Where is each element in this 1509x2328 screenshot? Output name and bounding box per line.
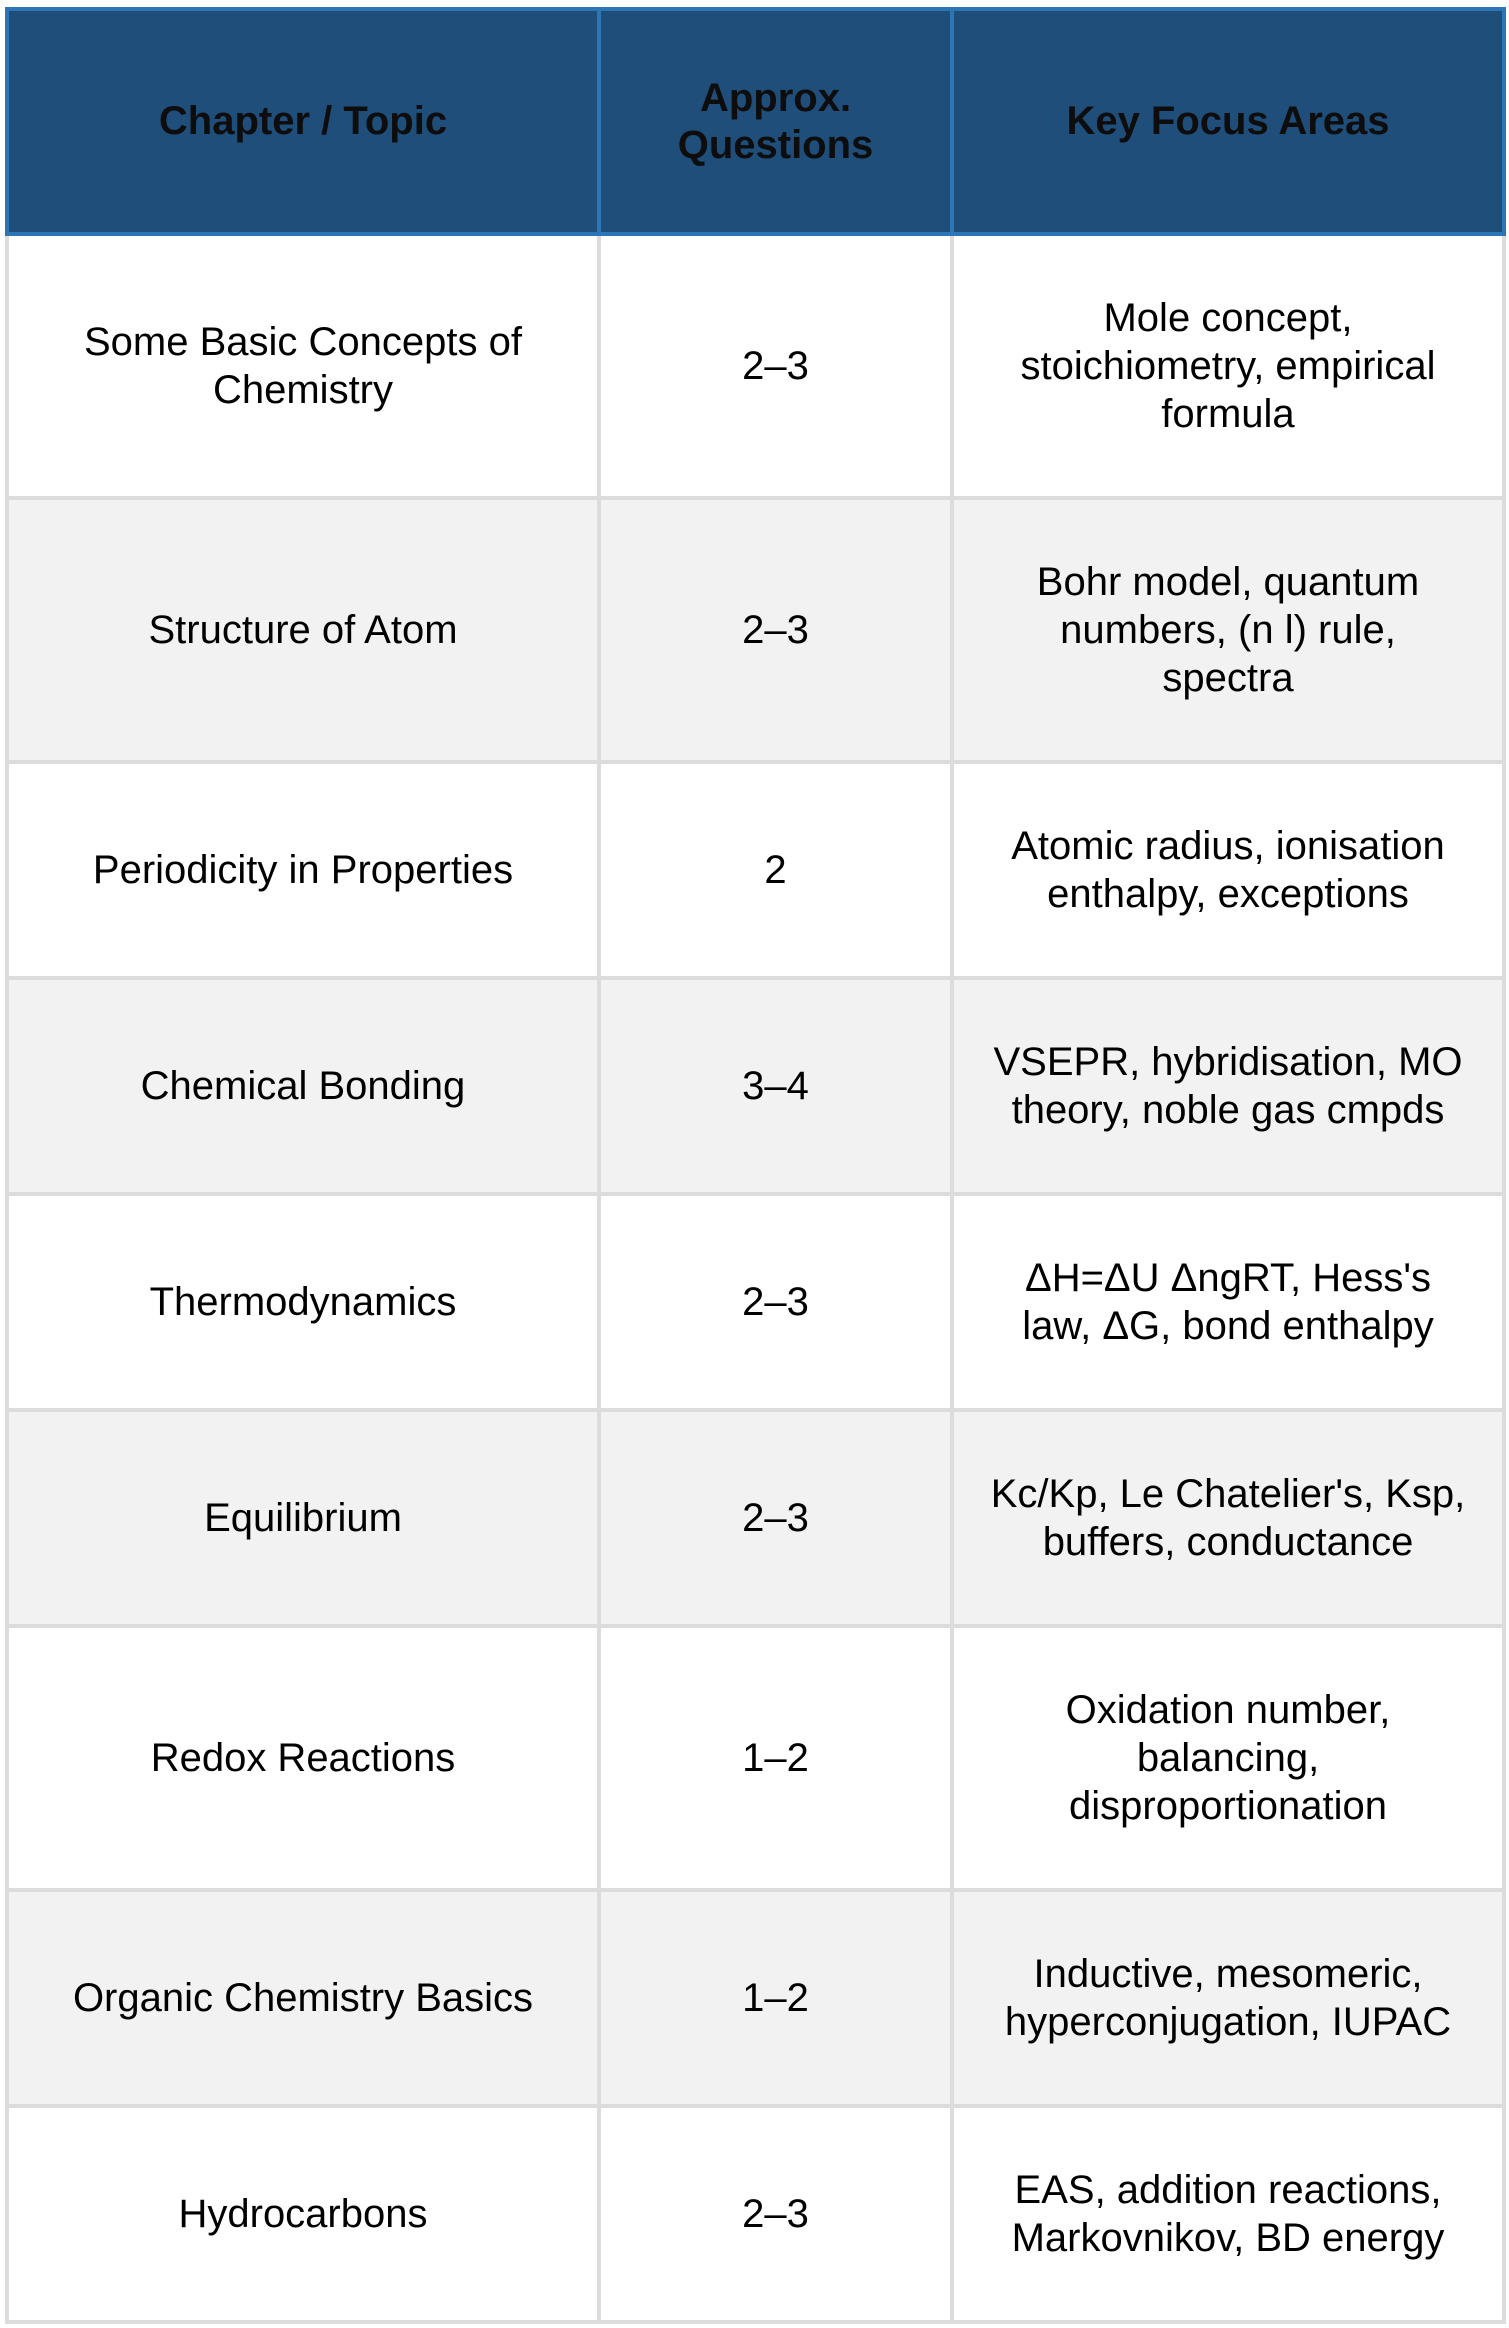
topic-cell: Redox Reactions bbox=[7, 1626, 599, 1890]
header-chapter-topic: Chapter / Topic bbox=[7, 9, 599, 234]
table-row bbox=[7, 1194, 1504, 1410]
topic-cell: Chemical Bonding bbox=[7, 978, 599, 1194]
questions-cell: 2 bbox=[599, 762, 952, 978]
questions-cell: 2–3 bbox=[599, 1410, 952, 1626]
header-key-focus-areas: Key Focus Areas bbox=[952, 9, 1504, 234]
topic-cell: Thermodynamics bbox=[7, 1194, 599, 1410]
questions-cell: 2–3 bbox=[599, 234, 952, 498]
topic-cell: Periodicity in Properties bbox=[7, 762, 599, 978]
focus-cell: Bohr model, quantum numbers, (n l) rule, spectra bbox=[952, 498, 1504, 762]
topic-cell: Hydrocarbons bbox=[7, 2106, 599, 2322]
table-row bbox=[7, 978, 1504, 1194]
focus-cell: EAS, addition reactions, Markovnikov, BD energy bbox=[952, 2106, 1504, 2322]
table-row bbox=[7, 1410, 1504, 1626]
questions-cell: 2–3 bbox=[599, 2106, 952, 2322]
questions-cell: 2–3 bbox=[599, 498, 952, 762]
table-row bbox=[7, 2106, 1504, 2322]
table-row bbox=[7, 1890, 1504, 2106]
focus-cell: VSEPR, hybridisation, MO theory, noble gas cmpds bbox=[952, 978, 1504, 1194]
topic-cell: Organic Chemistry Basics bbox=[7, 1890, 599, 2106]
table-row bbox=[7, 1626, 1504, 1890]
table-container bbox=[5, 7, 1502, 2324]
topic-cell: Some Basic Concepts of Chemistry bbox=[7, 234, 599, 498]
focus-cell: Inductive, mesomeric, hyperconjugation, IUPAC bbox=[952, 1890, 1504, 2106]
table-row bbox=[7, 498, 1504, 762]
questions-cell: 1–2 bbox=[599, 1626, 952, 1890]
questions-cell: 3–4 bbox=[599, 978, 952, 1194]
topic-cell: Equilibrium bbox=[7, 1410, 599, 1626]
chapter-weightage-table bbox=[5, 7, 1506, 2324]
questions-cell: 1–2 bbox=[599, 1890, 952, 2106]
focus-cell: ΔH=ΔU ΔngRT, Hess's law, ΔG, bond enthalpy bbox=[952, 1194, 1504, 1410]
table-row bbox=[7, 762, 1504, 978]
header-row bbox=[7, 9, 1504, 234]
topic-cell: Structure of Atom bbox=[7, 498, 599, 762]
focus-cell: Kc/Kp, Le Chatelier's, Ksp, buffers, conductance bbox=[952, 1410, 1504, 1626]
table-row bbox=[7, 234, 1504, 498]
focus-cell: Oxidation number, balancing, disproportionation bbox=[952, 1626, 1504, 1890]
questions-cell: 2–3 bbox=[599, 1194, 952, 1410]
header-approx-questions: Approx. Questions bbox=[599, 9, 952, 234]
focus-cell: Atomic radius, ionisation enthalpy, exceptions bbox=[952, 762, 1504, 978]
focus-cell: Mole concept, stoichiometry, empirical formula bbox=[952, 234, 1504, 498]
